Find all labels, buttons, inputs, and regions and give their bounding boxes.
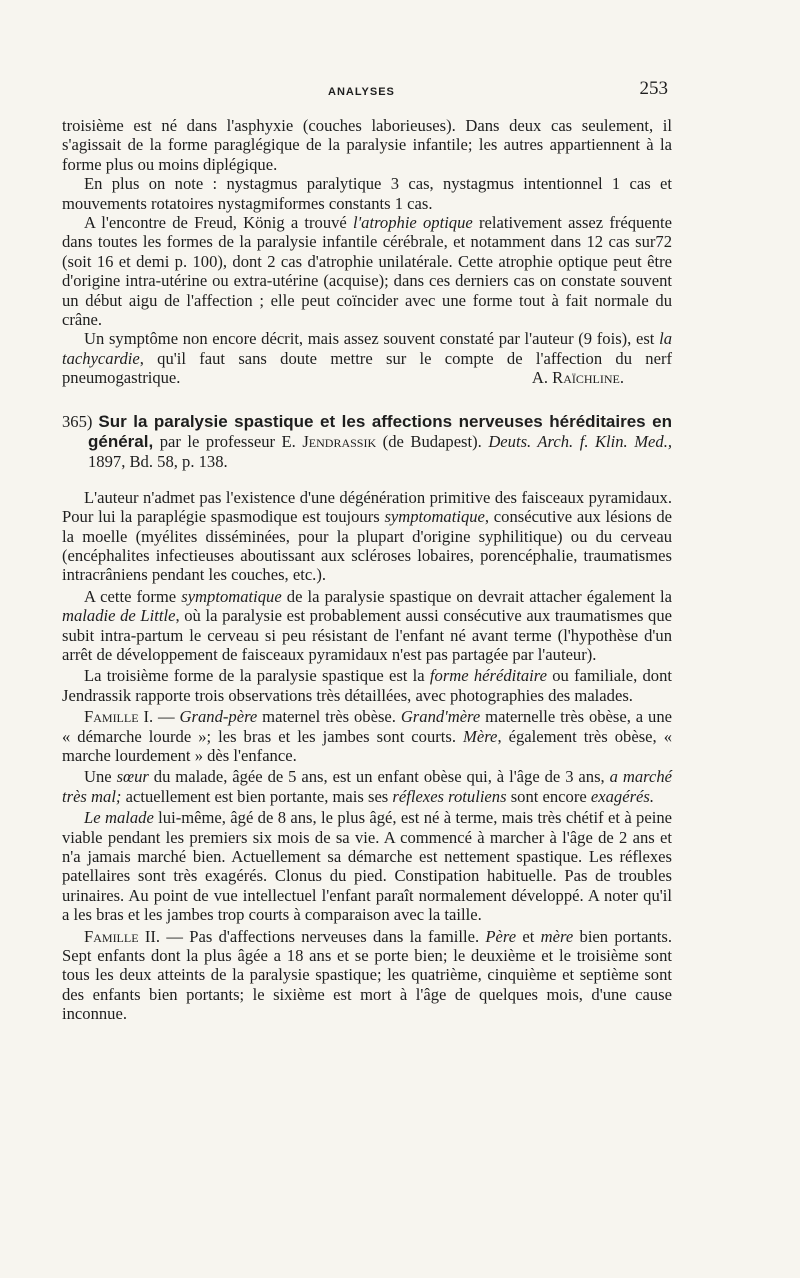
italic-term: symptomatique [181,586,282,606]
italic-term: exagérés. [590,786,655,806]
paragraph-text: A cette forme [84,586,182,606]
paragraph-text: de la paralysie spastique on devrait attacher également la [281,586,672,606]
italic-term: l'atrophie optique [353,213,473,233]
author-name: Jendrassik [302,431,377,451]
paragraph-text: , où la paralysie est probablement aussi consécutive aux traumatismes que subit intra-partum le cerveau si peu résistant de l'enfant né avant terme (l'hypothèse d'un arrêt de développement de faisceaux pyramidaux n'est pas partagée par l'auteur). [62,606,672,664]
italic-term: Père [485,926,517,946]
family-label: Famille II. [84,926,161,946]
journal-reference: 1897, Bd. 58, p. 138. [88,451,228,471]
paragraph-text: , qu'il faut sans doute mettre sur le compte de l'affection du nerf pneumogastrique. [62,348,672,388]
paragraph-text: lui-même, âgé de 8 ans, le plus âgé, est né à terme, mais très chétif et à peine viable pendant les premiers six mois de sa vie. A commencé à marcher à l'âge de 2 ans et n'a jamais marché bien. Actuellement sa démarche est nettement spastique. Les réflexes patellaires sont très exagérés. Clonus du pied. Constipation habituelle. Pas de troubles urinaires. Au point de vue intellectuel l'enfant paraît normalement développé. A noter qu'il a les bras et les jambes trop courts à comparaison avec la taille. [62,808,672,925]
paragraph [62,767,672,806]
paragraph [62,666,672,705]
italic-term: réflexes rotuliens [392,786,507,806]
paragraph [62,808,672,924]
paragraph-text: actuellement est bien portante, mais ses [121,786,393,806]
paragraph-text: relativement assez fréquente dans toutes les formes de la paralysie infantile cérébrale, et notamment dans 12 cas sur72 (soit 16 et demi p. 100), dont 2 cas d'atrophie unilatérale. Cette atrophie optique peut être d'origine intra-utérine ou extra-utérine (acquise); dans ces derniers cas on constate souvent un début aigu de l'affection ; elle peut coïncider avec une forme tout à fait normale du crâne. [62,213,672,330]
paragraph-text: L'auteur n'admet pas l'existence d'une dégénération primitive des faisceaux pyramidaux. Pour lui la paraplégie spasmodique est toujours [62,487,672,527]
page-header [62,78,672,104]
paragraph [62,213,672,329]
byline-text: par le professeur E. [153,431,303,451]
journal-name: Deuts. Arch. f. Klin. Med., [488,431,673,451]
italic-term: maladie de Little [62,606,176,626]
paragraph-text: maternel très obèse. [257,707,401,727]
paragraph-text: sont encore [506,786,591,806]
italic-term: Le malade [84,808,154,828]
author-signature: A. Raïchline. [531,368,624,388]
paragraph [62,587,672,665]
byline-text: (de Budapest). [376,431,489,451]
paragraph-text: bien portants. Sept enfants dont la plus âgée a 18 ans et se porte bien; le deuxième et le troisième sont tous les deux atteints de la paralysie spastique; les quatrième, cinquième et septième sont des enfants bien portants; le sixième est mort à l'âge de quelques mois, d'une cause inconnue. [62,926,672,1024]
italic-term: sœur [116,767,149,787]
paragraph-text: , consécutive aux lésions de la moelle (myélites disséminées, pour la plupart d'origine syphilitique) ou du cerveau (encéphalites infectieuses aboutissant aux scléroses lobaires, porencéphalie, traumatismes intracrâniens pendant les couches, etc.). [62,507,672,585]
italic-term: Grand-père [179,707,258,727]
section-number: 365) [62,411,93,431]
paragraph-text: Un symptôme non encore décrit, mais assez souvent constaté par l'auteur (9 fois), est [84,329,660,349]
italic-term: la tachycardie [62,329,672,368]
paragraph [62,116,672,174]
page-number: 253 [639,78,668,99]
paragraph-text: En plus on note : nystagmus paralytique 3 cas, nystagmus intentionnel 1 cas et mouvements rotatoires nystagmiformes constants 1 cas. [62,174,672,213]
paragraph-text: et [516,926,541,946]
paragraph-text: ou familiale, dont Jendrassik rapporte trois observations très détaillées, avec photographies des malades. [62,666,672,705]
paragraph-text: — [153,707,180,727]
paragraph-text: — Pas d'affections nerveuses dans la famille. [160,926,486,946]
paragraph [62,927,672,1024]
paragraph-text: A l'encontre de Freud, König a trouvé [84,213,354,233]
paragraph-text: Une [84,767,117,787]
paragraph-text: , également très obèse, « marche lourdement » dès l'enfance. [62,726,672,765]
paragraph-text: troisième est né dans l'asphyxie (couches laborieuses). Dans deux cas seulement, il s'agissait de la forme paraglégique de la paralysie infantile; les autres appartiennent à la forme plus ou moins diplégique. [62,116,672,174]
paragraph [62,174,672,213]
italic-term: mère [540,926,574,946]
running-head: ANALYSES [328,86,395,98]
section-title: Sur la paralysie spastique et les affections nerveuses héréditaires en général, [88,411,672,451]
article-body [62,488,672,1024]
paragraph [62,488,672,585]
italic-term: Mère [463,726,498,746]
section-heading [62,412,672,472]
page-body [62,116,672,1024]
paragraph [62,707,672,765]
italic-term: Grand'mère [400,707,481,727]
italic-term: forme héréditaire [429,666,547,686]
paragraph-text: maternelle très obèse, a une « démarche lourde »; les bras et les jambes sont courts. [62,707,673,746]
paragraph-text: La troisième forme de la paralysie spastique est la [84,666,430,686]
paragraph-text: du malade, âgée de 5 ans, est un enfant obèse qui, à l'âge de 3 ans, [148,767,610,787]
italic-term: symptomatique [384,507,485,527]
family-label: Famille I. [84,707,154,727]
italic-term: a marché très mal; [62,767,672,806]
